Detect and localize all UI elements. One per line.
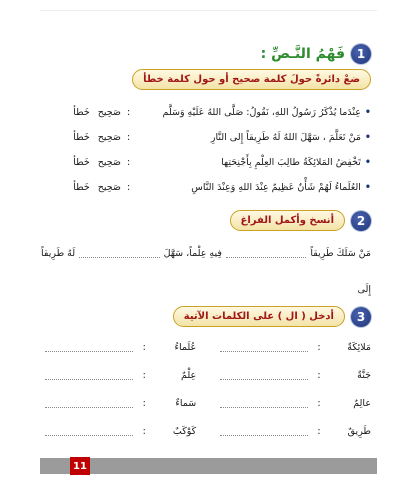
colon: : xyxy=(127,181,131,193)
word: كَوْكَبٌ xyxy=(172,426,197,437)
word-row-4 xyxy=(41,426,371,437)
fill-sentence xyxy=(41,248,371,259)
choice-wrong[interactable]: خَطأ xyxy=(73,156,90,168)
tf-sentence: عِنْدَما يُذْكَرُ رَسُولُ اللهِ، نَقُولُ: صَلَّى اللهُ عَلَيْهِ وَسَلَّم xyxy=(162,106,361,118)
tf-row-1 xyxy=(41,104,371,120)
answer-blank[interactable] xyxy=(220,427,308,436)
blank-line[interactable] xyxy=(226,249,306,258)
choice-wrong[interactable]: خَطأ xyxy=(73,131,90,143)
section-1-title: فَهْمُ النَّـصِّ : xyxy=(260,46,345,62)
word: عِلْمٌ xyxy=(181,370,197,381)
choice-wrong[interactable]: خَطأ xyxy=(73,181,90,193)
choice-correct[interactable]: صَحِيح xyxy=(97,106,121,118)
tf-row-3 xyxy=(41,154,371,170)
colon: : xyxy=(127,156,131,168)
colon: : xyxy=(317,398,321,409)
choice-wrong[interactable]: خَطأ xyxy=(73,106,90,118)
colon: : xyxy=(142,370,146,381)
page-number: 11 xyxy=(70,457,90,475)
tf-sentence: تَخْفِضُ المَلائِكَةُ طالِبَ العِلْمِ بِأَجْنِحَتِها xyxy=(221,156,361,168)
section-2-title: أنسخ وأكمل الفراغ xyxy=(230,210,345,231)
word: سَماءٌ xyxy=(175,398,197,409)
blank-line[interactable] xyxy=(79,249,159,258)
answer-blank[interactable] xyxy=(220,399,308,408)
word: طَرِيقٌ xyxy=(347,426,371,437)
fill-part-3: لَهُ طَرِيقاً xyxy=(41,248,76,259)
word: عُلَماءُ xyxy=(174,342,197,353)
word: جَنَّةٌ xyxy=(357,370,371,381)
answer-blank[interactable] xyxy=(45,343,133,352)
fill-part-1: مَنْ سَلَكَ طَرِيقاً xyxy=(310,248,371,259)
colon: : xyxy=(142,342,146,353)
tf-row-4 xyxy=(41,179,371,195)
word: عالِمٌ xyxy=(353,398,371,409)
bullet-icon: • xyxy=(364,156,371,168)
answer-blank[interactable] xyxy=(220,343,308,352)
colon: : xyxy=(142,398,146,409)
section-1-number: 1 xyxy=(351,44,371,64)
section-3-number: 3 xyxy=(351,307,371,327)
answer-blank[interactable] xyxy=(45,427,133,436)
word-row-1 xyxy=(41,342,371,353)
bullet-icon: • xyxy=(364,131,371,143)
answer-blank[interactable] xyxy=(45,371,133,380)
section-1-instruction xyxy=(132,67,371,90)
tf-sentence: مَنْ تَعَلَّمَ ، سَهَّلَ اللهُ لَهُ طَرِيقاً إِلى النَّارِ xyxy=(210,131,361,143)
colon: : xyxy=(127,106,131,118)
choice-correct[interactable]: صَحِيح xyxy=(97,131,121,143)
answer-blank[interactable] xyxy=(220,371,308,380)
choice-correct[interactable]: صَحِيح xyxy=(97,181,121,193)
footer-bar xyxy=(40,458,377,474)
answer-blank[interactable] xyxy=(45,399,133,408)
section-1-header xyxy=(261,44,371,64)
fill-part-2: فِيهِ عِلْماً، سَهَّلَ xyxy=(163,248,222,259)
word-row-3 xyxy=(41,398,371,409)
bullet-icon: • xyxy=(364,181,371,193)
word-row-2 xyxy=(41,370,371,381)
section-3-title: أدخل ( ال ) على الكلمات الآتية xyxy=(173,306,345,327)
tf-row-2 xyxy=(41,129,371,145)
section-3-header xyxy=(173,306,371,327)
word: مَلائِكَةٌ xyxy=(347,342,371,353)
colon: : xyxy=(142,426,146,437)
tf-sentence: العُلَماءُ لَهُمْ شَأْنٌ عَظِيمٌ عِنْدَ اللهِ وَعِنْدَ النَّاسِ xyxy=(191,181,361,193)
colon: : xyxy=(317,370,321,381)
colon: : xyxy=(127,131,131,143)
colon: : xyxy=(317,426,321,437)
instruction-pill: ضعْ دائرةً حولَ كلمة صحيح أو حول كلمة خطأ xyxy=(132,69,371,90)
choice-correct[interactable]: صَحِيح xyxy=(97,156,121,168)
colon: : xyxy=(317,342,321,353)
section-2-header xyxy=(230,210,371,231)
fill-part-4: إِلَى xyxy=(357,284,371,295)
bullet-icon: • xyxy=(364,106,371,118)
section-2-number: 2 xyxy=(351,211,371,231)
